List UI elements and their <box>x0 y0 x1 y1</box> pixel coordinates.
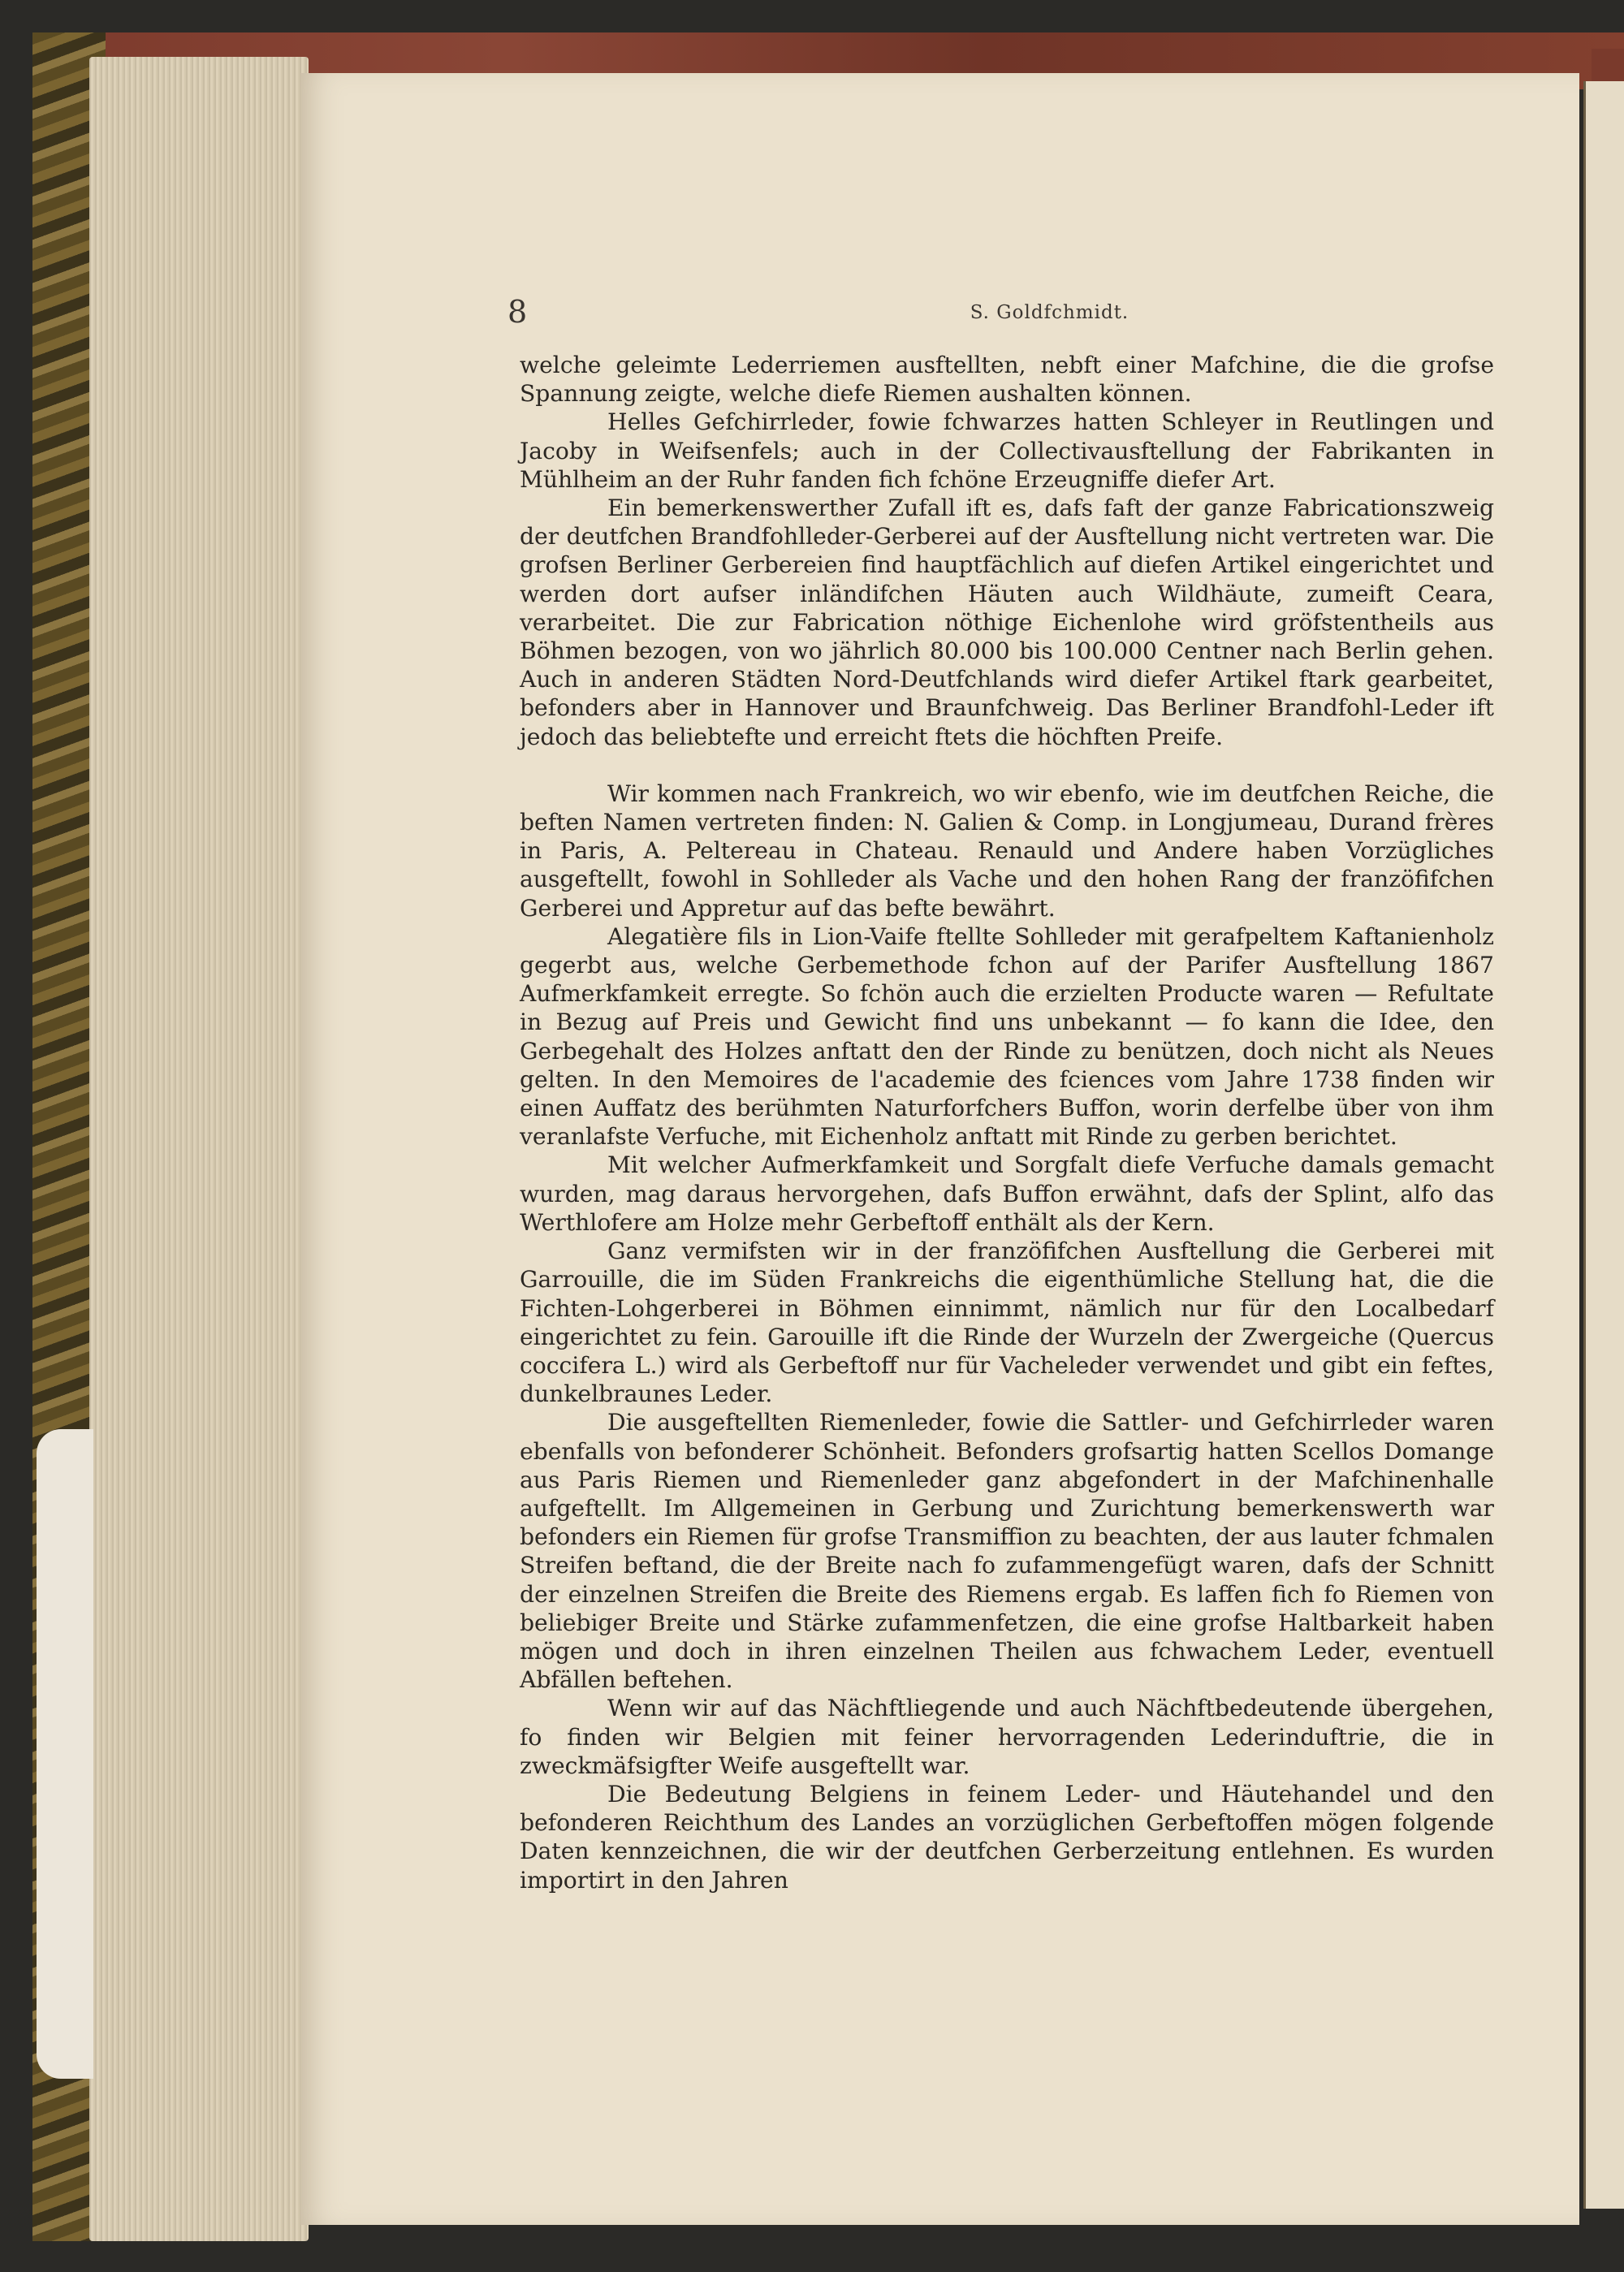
page-number: 8 <box>508 294 528 330</box>
page-edges <box>89 57 309 2241</box>
running-head-author: S. Goldfchmidt. <box>970 302 1129 323</box>
paragraph: Alegatière fils in Lion-Vaife ftellte Sohlleder mit gerafpeltem Kaftanienholz gegerbt aus, welche Gerbemethode fchon auf der Parifer Ausftellung 1867 Aufmerkfamkeit erregte. So fchön auch die erzielten Producte waren — Refultate in Bezug auf Preis und Gewicht find uns unbekannt — fo kann die Idee, den Gerbegehalt des Holzes anftatt den der Rinde zu benützen, doch nicht als Neues gelten. In den Memoires de l'academie des fciences vom Jahre 1738 finden wir einen Auffatz des berühmten Naturforfchers Buffon, worin derfelbe über von ihm veranlafste Verfuche, mit Eichenholz anftatt mit Rinde zu gerben berichtet. <box>520 922 1494 1151</box>
page-marker-tab <box>37 1429 93 2079</box>
paragraph: Helles Gefchirrleder, fowie fchwarzes hatten Schleyer in Reutlingen und Jacoby in Weifsenfels; auch in der Collectivausftellung der Fabrikanten in Mühlheim an der Ruhr fanden fich fchöne Erzeugniffe diefer Art. <box>520 408 1494 493</box>
body-text <box>520 351 1494 1894</box>
paragraph: Die ausgeftellten Riemenleder, fowie die Sattler- und Gefchirrleder waren ebenfalls von befonderer Schönheit. Befonders grofsartig hatten Scellos Domange aus Paris Riemen und Riemenleder ganz abgefondert in der Mafchinenhalle aufgeftellt. Im Allgemeinen in Gerbung und Zurichtung bemerkenswerth war befonders ein Riemen für grofse Transmiffion zu beachten, der aus lauter fchmalen Streifen beftand, die der Breite nach fo zufammengefügt waren, dafs der Schnitt der einzelnen Streifen die Breite des Riemens ergab. Es laffen fich fo Riemen von beliebiger Breite und Stärke zufammenfetzen, die eine grofse Haltbarkeit haben mögen und doch in ihren einzelnen Theilen aus fchwachem Leder, eventuell Abfällen beftehen. <box>520 1409 1494 1694</box>
running-head <box>508 294 1494 343</box>
paragraph: Wenn wir auf das Nächftliegende und auch Nächftbedeutende übergehen, fo finden wir Belgien mit feiner hervorragenden Lederinduftrie, die in zweckmäfsigfter Weife ausgeftellt war. <box>520 1695 1494 1779</box>
paragraph: Die Bedeutung Belgiens in feinem Leder- und Häutehandel und den befonderen Reichthum des Landes an vorzüglichen Gerbeftoffen mögen folgende Daten kennzeichnen, die wir der deutfchen Gerberzeitung entlehnen. Es wurden importirt in den Jahren <box>520 1780 1494 1894</box>
facing-page-edge <box>1583 81 1624 2209</box>
paragraph: Ganz vermifsten wir in der franzöfifchen Ausftellung die Gerberei mit Garrouille, die im Süden Frankreichs die eigenthümliche Stellung hat, die die Fichten-Lohgerberei in Böhmen einnimmt, nämlich nur für den Localbedarf eingerichtet zu fein. Garouille ift die Rinde der Wurzeln der Zwergeiche (Quercus coccifera L.) wird als Gerbeftoff nur für Vacheleder verwendet und gibt ein feftes, dunkelbraunes Leder. <box>520 1238 1494 1408</box>
paragraph: Mit welcher Aufmerkfamkeit und Sorgfalt diefe Verfuche damals gemacht wurden, mag daraus hervorgehen, dafs Buffon erwähnt, dafs der Splint, alfo das Werthlofere am Holze mehr Gerbeftoff enthält als der Kern. <box>520 1151 1494 1236</box>
paragraph: Ein bemerkenswerther Zufall ift es, dafs faft der ganze Fabricationszweig der deutfchen Brandfohlleder-Gerberei auf der Ausftellung nicht vertreten war. Die grofsen Berliner Gerbereien find hauptfächlich auf diefen Artikel eingerichtet und werden dort aufser inländifchen Häuten auch Wildhäute, zumeift Ceara, verarbeitet. Die zur Fabrication nöthige Eichenlohe wird gröfstentheils aus Böhmen bezogen, von wo jährlich 80.000 bis 100.000 Centner nach Berlin gehen. Auch in anderen Städten Nord-Deutfchlands wird diefer Artikel ftark gearbeitet, befonders aber in Hannover und Braunfchweig. Das Berliner Brandfohl-Leder ift jedoch das beliebtefte und erreicht ftets die höchften Preife. <box>520 495 1494 750</box>
paragraph: Wir kommen nach Frankreich, wo wir ebenfo, wie im deutfchen Reiche, die beften Namen vertreten finden: N. Galien & Comp. in Longjumeau, Durand frères in Paris, A. Peltereau in Chateau. Renauld und Andere haben Vorzügliches ausgeftellt, fowohl in Sohlleder als Vache und den hohen Rang der franzöfifchen Gerberei und Appretur auf das befte bewährt. <box>520 780 1494 922</box>
paragraph: welche geleimte Lederriemen ausftellten, nebft einer Mafchine, die die grofse Spannung zeigte, welche diefe Riemen aushalten können. <box>520 352 1494 408</box>
